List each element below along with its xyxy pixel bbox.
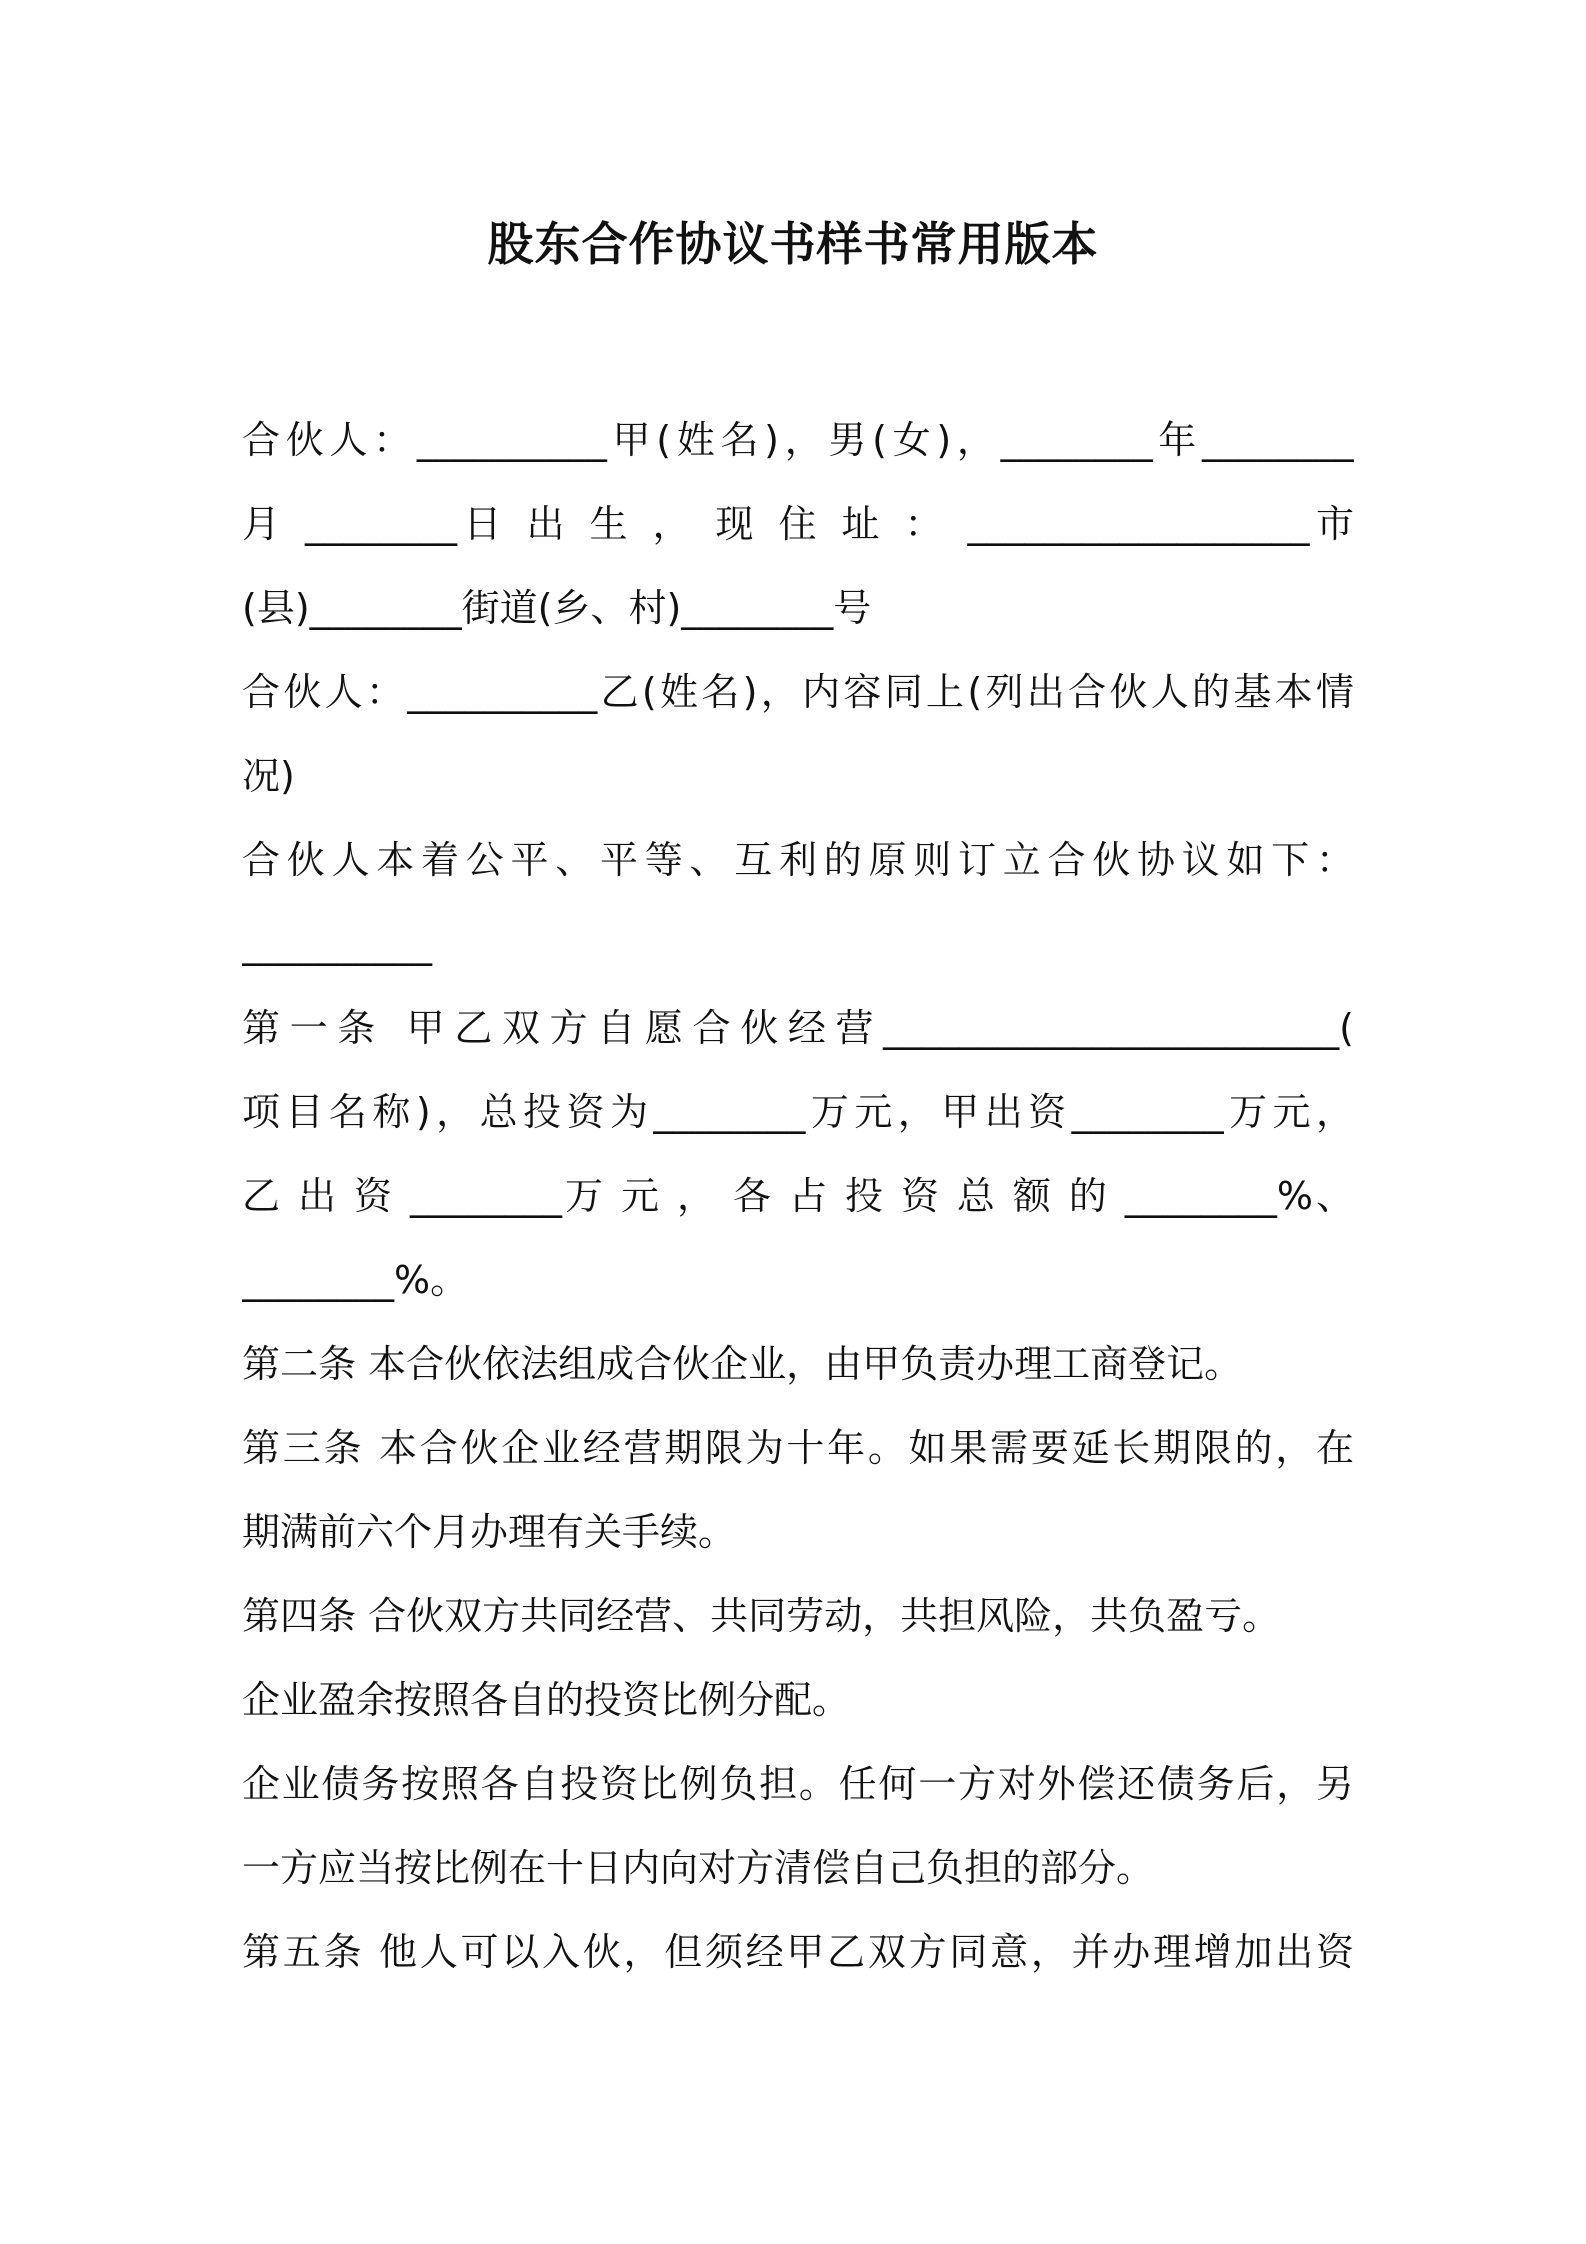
text-line: __________	[242, 922, 432, 966]
text-line: 第一条 甲乙双方自愿合伙经营________________________(	[242, 1006, 1354, 1050]
text-line: 况)	[242, 754, 295, 798]
text-line: 乙 出 资 ________万 元 ， 各 占 投 资 总 额 的 ________%、	[242, 1174, 1354, 1218]
text-line: 合伙人：__________甲(姓名)，男(女)，________年________	[242, 418, 1354, 462]
document-body	[242, 398, 1354, 1994]
text-line: 第三条 本合伙企业经营期限为十年。如果需要延长期限的，在	[242, 1426, 1354, 1470]
text-line: 企业债务按照各自投资比例负担。任何一方对外偿还债务后，另	[242, 1762, 1354, 1806]
text-line: 第四条 合伙双方共同经营、共同劳动，共担风险，共负盈亏。	[242, 1594, 1281, 1638]
text-line: 第二条 本合伙依法组成合伙企业，由甲负责办理工商登记。	[242, 1342, 1243, 1386]
text-line: 企业盈余按照各自的投资比例分配。	[242, 1678, 851, 1722]
text-line: 合伙人：__________乙(姓名)，内容同上(列出合伙人的基本情	[242, 670, 1354, 714]
text-line: (县)________街道(乡、村)________号	[242, 586, 872, 630]
text-line: 期满前六个月办理有关手续。	[242, 1510, 737, 1554]
text-line: 第五条 他人可以入伙，但须经甲乙双方同意，并办理增加出资	[242, 1930, 1354, 1974]
document-title: 股东合作协议书样书常用版本	[487, 217, 1099, 271]
text-line: 月 ________日 出 生 ， 现 住 址 ： __________________市	[242, 502, 1354, 546]
text-line: ________%。	[242, 1258, 469, 1302]
text-line: 项目名称)，总投资为________万元，甲出资________万元，	[242, 1090, 1354, 1134]
text-line: 合伙人本着公平、平等、互利的原则订立合伙协议如下：	[242, 838, 1354, 882]
text-line: 一方应当按比例在十日内向对方清偿自己负担的部分。	[242, 1846, 1155, 1890]
